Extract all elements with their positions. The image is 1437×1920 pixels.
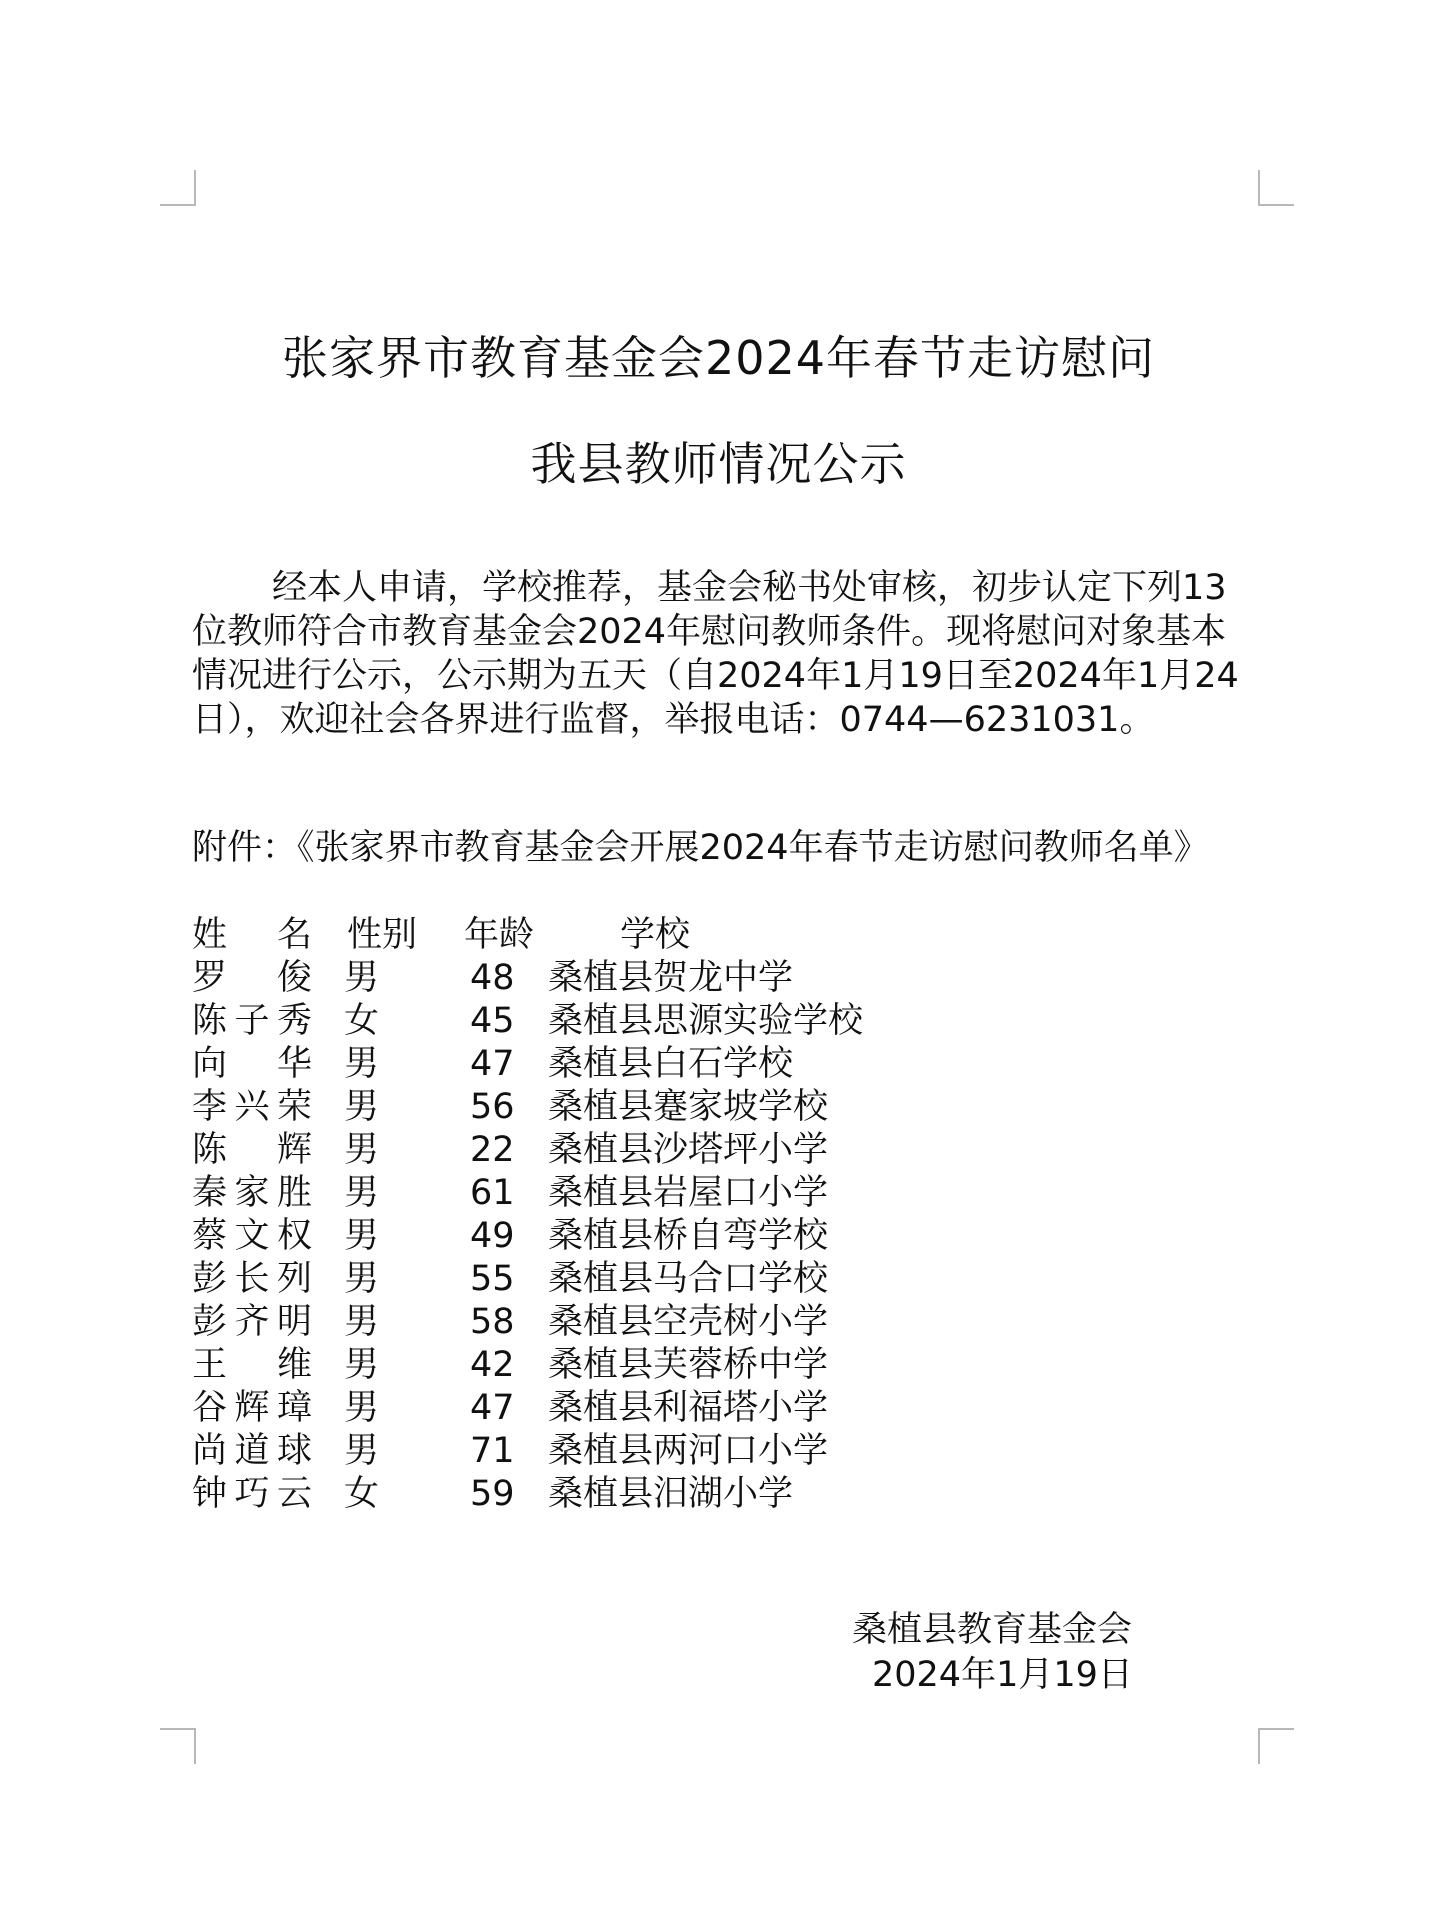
teacher-school: 桑植县桥自弯学校 xyxy=(548,1216,829,1256)
teacher-age: 61 xyxy=(470,1173,515,1213)
teacher-school: 桑植县汨湖小学 xyxy=(548,1474,794,1514)
teacher-gender: 男 xyxy=(344,1388,380,1428)
teacher-age: 49 xyxy=(470,1216,515,1256)
teacher-roster xyxy=(192,914,1092,1516)
roster-rows xyxy=(192,957,1092,1516)
header-school: 学校 xyxy=(620,915,691,955)
page-corner-mark-bottom-left xyxy=(160,1728,196,1764)
teacher-age: 55 xyxy=(470,1259,515,1299)
teacher-school: 桑植县空壳树小学 xyxy=(548,1302,829,1342)
issue-date: 2024年1月19日 xyxy=(872,1655,1133,1695)
teacher-name: 李兴荣 xyxy=(192,1087,312,1127)
teacher-gender: 男 xyxy=(344,958,380,998)
teacher-gender: 男 xyxy=(344,1173,380,1213)
teacher-age: 47 xyxy=(470,1044,515,1084)
teacher-name: 王维 xyxy=(192,1345,312,1385)
teacher-age: 58 xyxy=(470,1302,515,1342)
teacher-age: 71 xyxy=(470,1431,515,1471)
page-corner-mark-top-left xyxy=(160,170,196,206)
teacher-gender: 女 xyxy=(344,1474,380,1514)
attachment-note: 附件：《张家界市教育基金会开展2024年春节走访慰问教师名单》 xyxy=(192,828,1209,868)
announcement-paragraph: 经本人申请，学校推荐，基金会秘书处审核，初步认定下列13位教师符合市教育基金会2024年慰问教师条件。现将慰问对象基本情况进行公示，公示期为五天（自2024年1月19日至2024年1月24日），欢迎社会各界进行监督，举报电话：0744—6231031。 xyxy=(192,568,1239,740)
teacher-gender: 男 xyxy=(344,1216,380,1256)
document-title-line-2: 我县教师情况公示 xyxy=(530,437,907,491)
document-title-line-1: 张家界市教育基金会2024年春节走访慰问 xyxy=(281,331,1156,385)
teacher-gender: 女 xyxy=(344,1001,380,1041)
header-age: 年龄 xyxy=(464,915,535,955)
teacher-school: 桑植县白石学校 xyxy=(548,1044,794,1084)
teacher-name: 罗俊 xyxy=(192,958,312,998)
roster-header-row xyxy=(192,914,1092,957)
teacher-name: 向华 xyxy=(192,1044,312,1084)
teacher-age: 48 xyxy=(470,958,515,998)
teacher-gender: 男 xyxy=(344,1431,380,1471)
roster-row xyxy=(192,1258,1092,1301)
teacher-age: 47 xyxy=(470,1388,515,1428)
teacher-age: 45 xyxy=(470,1001,515,1041)
teacher-gender: 男 xyxy=(344,1130,380,1170)
teacher-gender: 男 xyxy=(344,1259,380,1299)
teacher-age: 59 xyxy=(470,1474,515,1514)
roster-row xyxy=(192,1473,1092,1516)
teacher-gender: 男 xyxy=(344,1345,380,1385)
page-corner-mark-bottom-right xyxy=(1258,1728,1294,1764)
roster-row xyxy=(192,1129,1092,1172)
teacher-school: 桑植县贺龙中学 xyxy=(548,958,794,998)
header-gender: 性别 xyxy=(347,915,418,955)
teacher-school: 桑植县马合口学校 xyxy=(548,1259,829,1299)
teacher-name: 陈子秀 xyxy=(192,1001,312,1041)
teacher-school: 桑植县沙塔坪小学 xyxy=(548,1130,829,1170)
teacher-name: 秦家胜 xyxy=(192,1173,312,1213)
teacher-name: 钟巧云 xyxy=(192,1474,312,1514)
teacher-name: 蔡文权 xyxy=(192,1216,312,1256)
roster-row xyxy=(192,1172,1092,1215)
teacher-gender: 男 xyxy=(344,1087,380,1127)
teacher-gender: 男 xyxy=(344,1302,380,1342)
roster-row xyxy=(192,1086,1092,1129)
teacher-name: 彭齐明 xyxy=(192,1302,312,1342)
teacher-name: 谷辉璋 xyxy=(192,1388,312,1428)
teacher-school: 桑植县两河口小学 xyxy=(548,1431,829,1471)
page-corner-mark-top-right xyxy=(1258,170,1294,206)
roster-row xyxy=(192,1215,1092,1258)
teacher-school: 桑植县蹇家坡学校 xyxy=(548,1087,829,1127)
teacher-gender: 男 xyxy=(344,1044,380,1084)
roster-row xyxy=(192,1344,1092,1387)
roster-row xyxy=(192,1430,1092,1473)
teacher-name: 尚道球 xyxy=(192,1431,312,1471)
roster-row xyxy=(192,1301,1092,1344)
teacher-school: 桑植县利福塔小学 xyxy=(548,1388,829,1428)
teacher-age: 42 xyxy=(470,1345,515,1385)
header-name: 姓名 xyxy=(192,915,312,955)
teacher-age: 22 xyxy=(470,1130,515,1170)
teacher-age: 56 xyxy=(470,1087,515,1127)
roster-row xyxy=(192,1000,1092,1043)
teacher-name: 陈辉 xyxy=(192,1130,312,1170)
roster-row xyxy=(192,1043,1092,1086)
teacher-school: 桑植县思源实验学校 xyxy=(548,1001,864,1041)
roster-row xyxy=(192,957,1092,1000)
issuing-organization: 桑植县教育基金会 xyxy=(852,1610,1133,1650)
roster-row xyxy=(192,1387,1092,1430)
teacher-school: 桑植县岩屋口小学 xyxy=(548,1173,829,1213)
teacher-school: 桑植县芙蓉桥中学 xyxy=(548,1345,829,1385)
teacher-name: 彭长列 xyxy=(192,1259,312,1299)
